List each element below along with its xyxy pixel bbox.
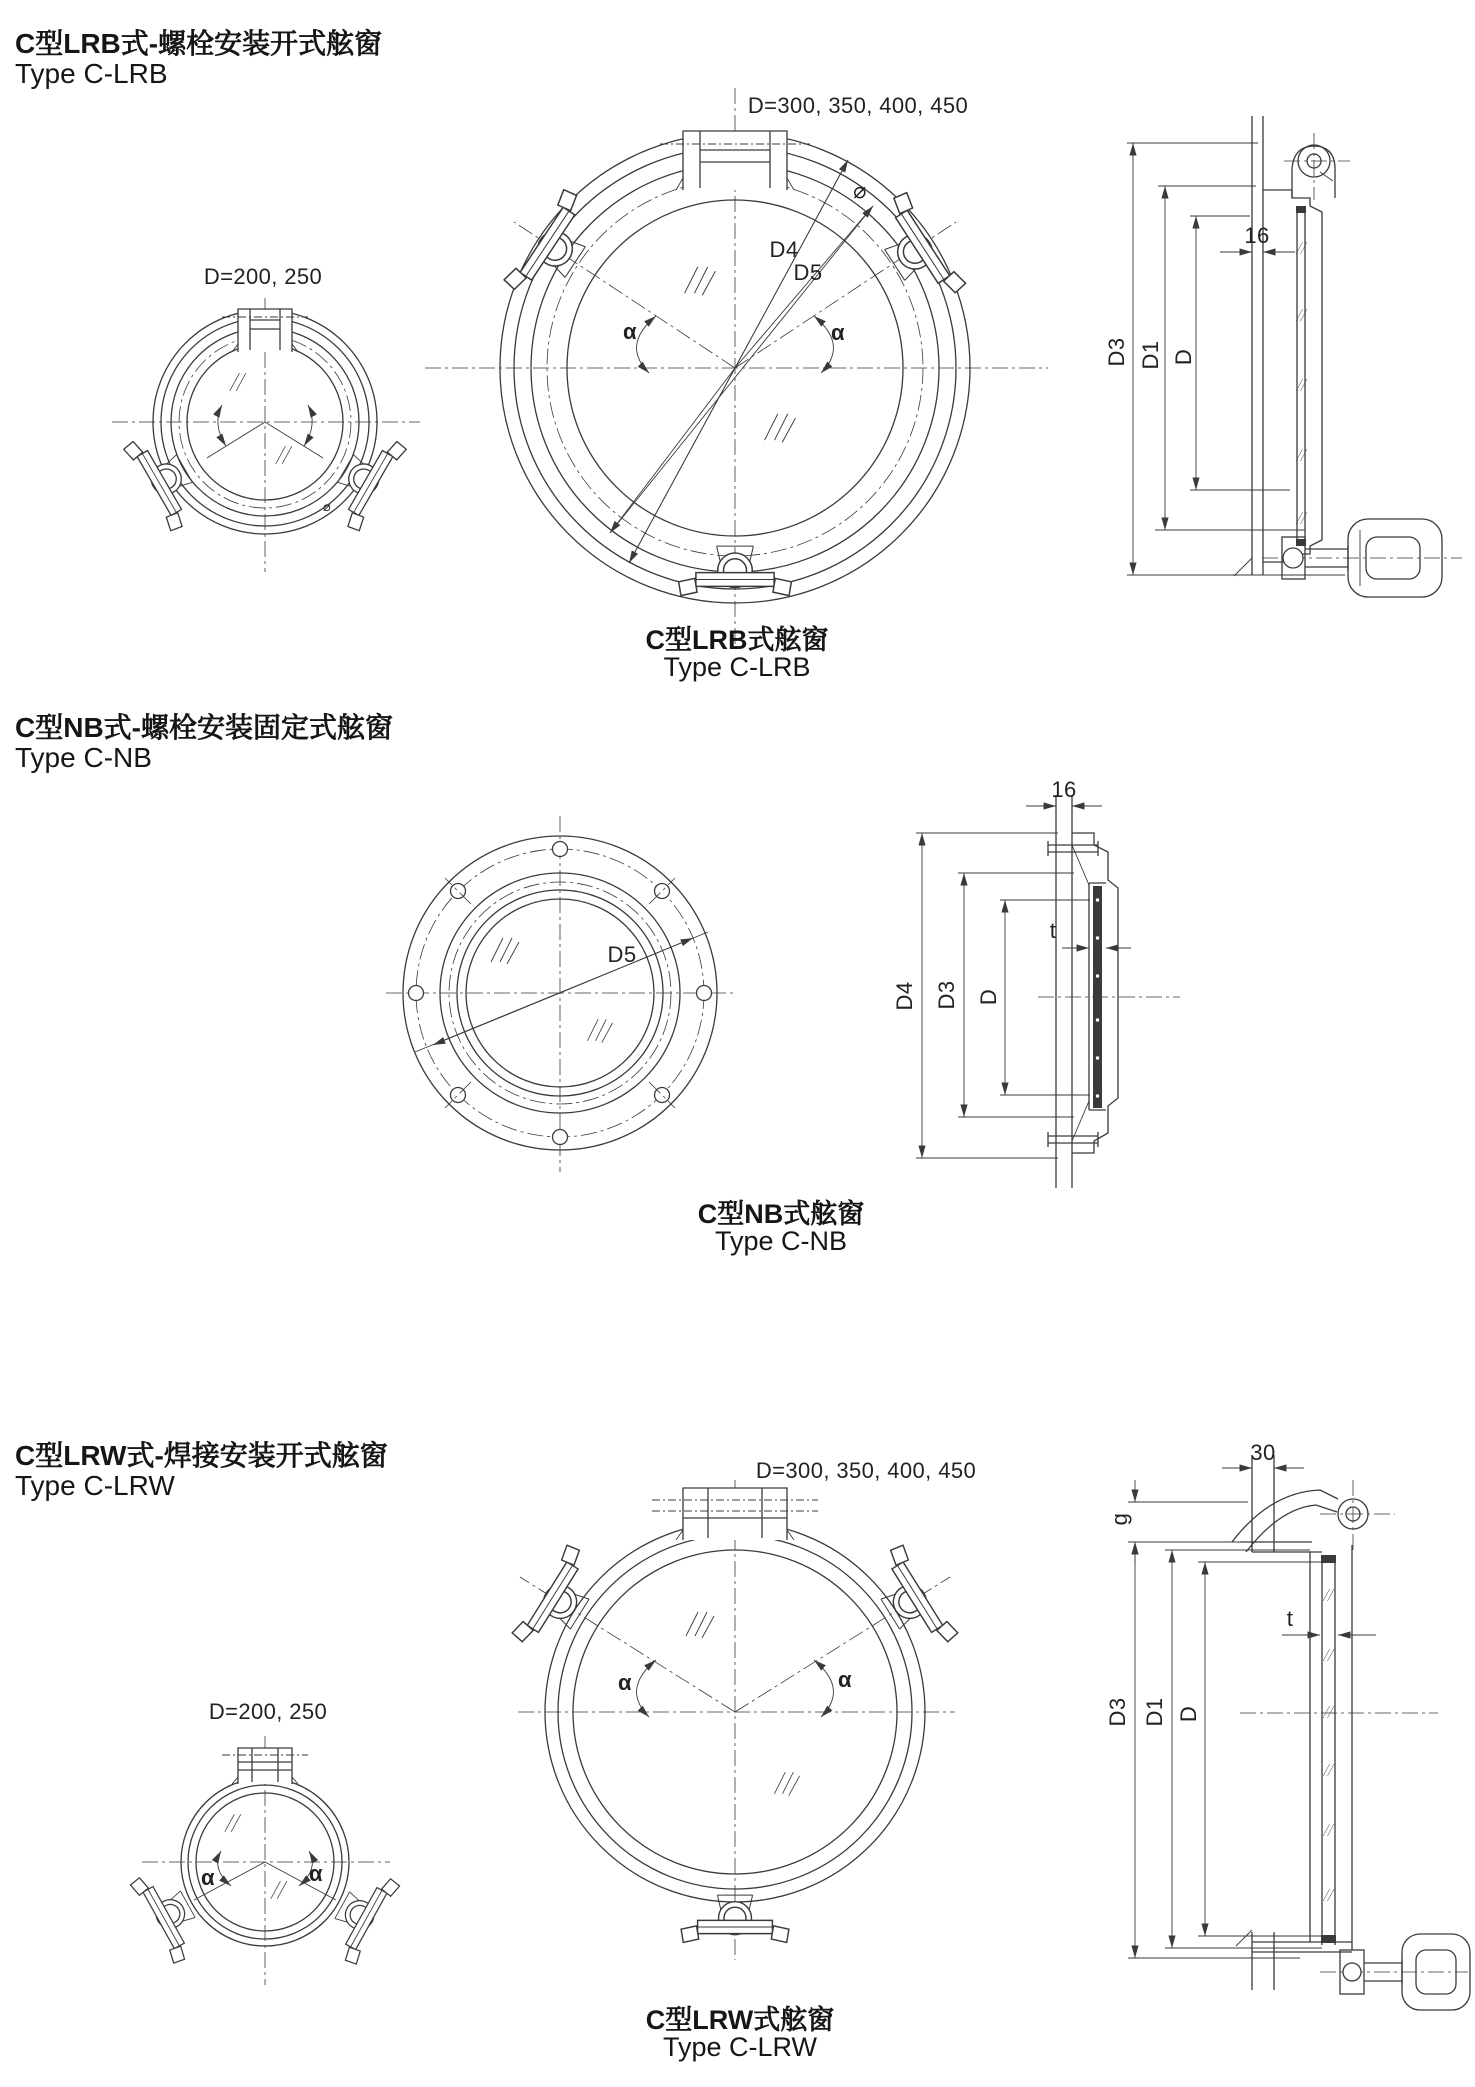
s3-front-small-view (129, 1736, 400, 1985)
s2-dim-d4: D4 (892, 981, 917, 1011)
s3-small-hinge-icon (222, 1748, 308, 1784)
s2-front-view (386, 816, 736, 1172)
diameter-symbol-icon: ⌀ (853, 178, 867, 203)
s1-title-en: Type C-LRB (15, 58, 168, 89)
s1-title-zh: C型LRB式-螺栓安装开式舷窗 (15, 28, 383, 59)
s1-dim-d: D (1171, 348, 1196, 366)
s3-large-angle-right: α (838, 1667, 852, 1692)
s1-large-dia-label: D=300, 350, 400, 450 (747, 93, 969, 118)
s1-swing-bolt-icon (1234, 519, 1462, 597)
s2-dim-16: 16 (1051, 777, 1077, 802)
s2-dim-d3: D3 (934, 980, 959, 1010)
wing-nut-icon (123, 426, 209, 532)
s3-small-angle-left: α (201, 1865, 215, 1890)
s2-title-zh: C型NB式-螺栓安装固定式舷窗 (15, 712, 393, 743)
s1-front-large-view (425, 88, 1048, 648)
s2-dim-d5: D5 (607, 942, 637, 967)
s3-dim-d3: D3 (1105, 1697, 1130, 1727)
s1-angle-right: α (831, 320, 845, 345)
s1-small-dia-label: D=200, 250 (203, 264, 323, 289)
s2-title-en: Type C-NB (15, 742, 152, 773)
s3-caption-zh: C型LRW式舷窗 (645, 2005, 835, 2035)
s2-dim-t: t (1049, 918, 1057, 943)
s3-hinge-lug-icon (1232, 1480, 1395, 1552)
s1-large-hinge-icon (660, 131, 810, 190)
s1-dim-d1: D1 (1138, 340, 1163, 370)
s3-section-view (1128, 1455, 1470, 2010)
s1-small-hinge-icon (222, 309, 308, 352)
s3-front-large-view (511, 1480, 959, 1960)
s2-dim-d: D (976, 988, 1001, 1006)
s1-hole-mark: ⌀ (322, 499, 332, 514)
s1-hinge-lug-icon (1284, 133, 1350, 200)
wing-nut-icon (864, 191, 967, 312)
s3-title-en: Type C-LRW (15, 1470, 175, 1501)
s1-dim-d3: D3 (1104, 337, 1129, 367)
s2-caption-zh: C型NB式舷窗 (697, 1199, 865, 1229)
s3-dim-t: t (1286, 1606, 1294, 1631)
wing-nut-icon (503, 188, 606, 309)
s3-dim-g: g (1107, 1512, 1132, 1526)
wing-nut-icon (862, 1543, 959, 1659)
s3-large-angle-left: α (618, 1670, 632, 1695)
s3-caption-en: Type C-LRW (662, 2032, 818, 2062)
s3-small-dia-label: D=200, 250 (208, 1699, 328, 1724)
s1-angle-left: α (623, 319, 637, 344)
wing-nut-icon (511, 1543, 608, 1659)
s1-dim-d5: D5 (793, 260, 823, 285)
s1-caption-en: Type C-LRB (663, 652, 811, 682)
s1-front-small-view (112, 298, 420, 572)
s3-small-angle-right: α (309, 1861, 323, 1886)
wing-nut-icon (679, 546, 792, 595)
s2-caption-en: Type C-NB (714, 1226, 848, 1256)
s3-dim-30: 30 (1250, 1440, 1276, 1465)
s3-title-zh: C型LRW式-焊接安装开式舷窗 (15, 1440, 388, 1471)
s1-caption-zh: C型LRB式舷窗 (645, 625, 829, 655)
s1-dim-16: 16 (1244, 223, 1270, 248)
wing-nut-icon (681, 1895, 789, 1942)
s3-large-hinge-icon (652, 1488, 818, 1540)
s3-dim-d1: D1 (1142, 1697, 1167, 1727)
s3-large-dia-label: D=300, 350, 400, 450 (755, 1458, 977, 1483)
s1-dim-d4: D4 (769, 237, 799, 262)
wing-nut-icon (321, 426, 407, 532)
s3-dim-d: D (1176, 1705, 1201, 1723)
